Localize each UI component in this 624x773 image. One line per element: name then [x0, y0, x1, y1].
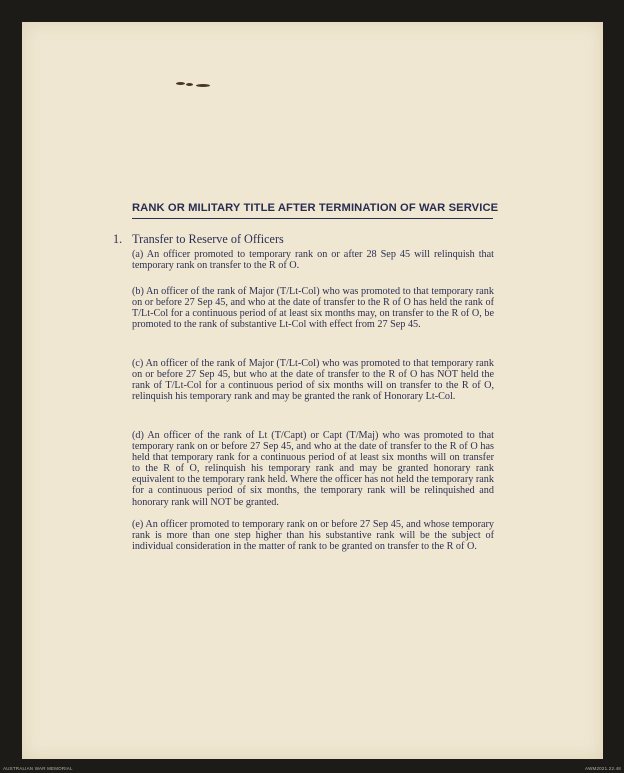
section-heading [113, 232, 284, 247]
paragraph-b: (b) An officer of the rank of Major (T/Lt-Col) who was promoted to that temporary rank on or before 27 Sep 45, and who at the date of transfer to the R of O has held the rank of T/Lt-Col for a continuous period of at least six months may, on transfer to the R of O, be promoted to the rank of substantive Lt-Col with effect from 27 Sep 45. [132, 286, 494, 331]
ink-speck [176, 80, 216, 88]
section-number: 1. [113, 232, 123, 246]
paragraph-d: (d) An officer of the rank of Lt (T/Capt) or Capt (T/Maj) who was promoted to that temporary rank on or before 27 Sep 45, and who at the date of transfer to the R of O has held that temporary rank for a continuous period of at least six months will on transfer to the R of O, relinquish his temporary rank and may be granted honorary rank equivalent to the temporary rank held. Where the officer has not held the temporary rank for a continuous period of six months, the temporary rank will be relinquished and honorary rank will NOT be granted. [132, 430, 494, 508]
paragraph-e: (e) An officer promoted to temporary rank on or before 27 Sep 45, and whose temporary rank is more than one step higher than his substantive rank will be the subject of individual consideration in the matter of rank to be granted on transfer to the R of O. [132, 519, 494, 553]
paragraph-c: (c) An officer of the rank of Major (T/Lt-Col) who was promoted to that temporary rank on or before 27 Sep 45, but who at the date of transfer to the R of O has NOT held the rank of T/Lt-Col for a continuous period of six months will on transfer to the R of O, relinquish his temporary rank and may be granted the rank of Honorary Lt-Col. [132, 358, 494, 403]
title-underline [132, 218, 493, 219]
document-page [22, 22, 603, 759]
paragraph-a: (a) An officer promoted to temporary rank on or after 28 Sep 45 will relinquish that temporary rank on transfer to the R of O. [132, 249, 494, 272]
document-title: RANK OR MILITARY TITLE AFTER TERMINATION OF WAR SERVICE [132, 202, 499, 214]
section-heading-text: Transfer to Reserve of Officers [132, 232, 284, 246]
archive-caption-right: AWM2021.22.48 [585, 766, 621, 771]
archive-caption-left: AUSTRALIAN WAR MEMORIAL [3, 766, 73, 771]
